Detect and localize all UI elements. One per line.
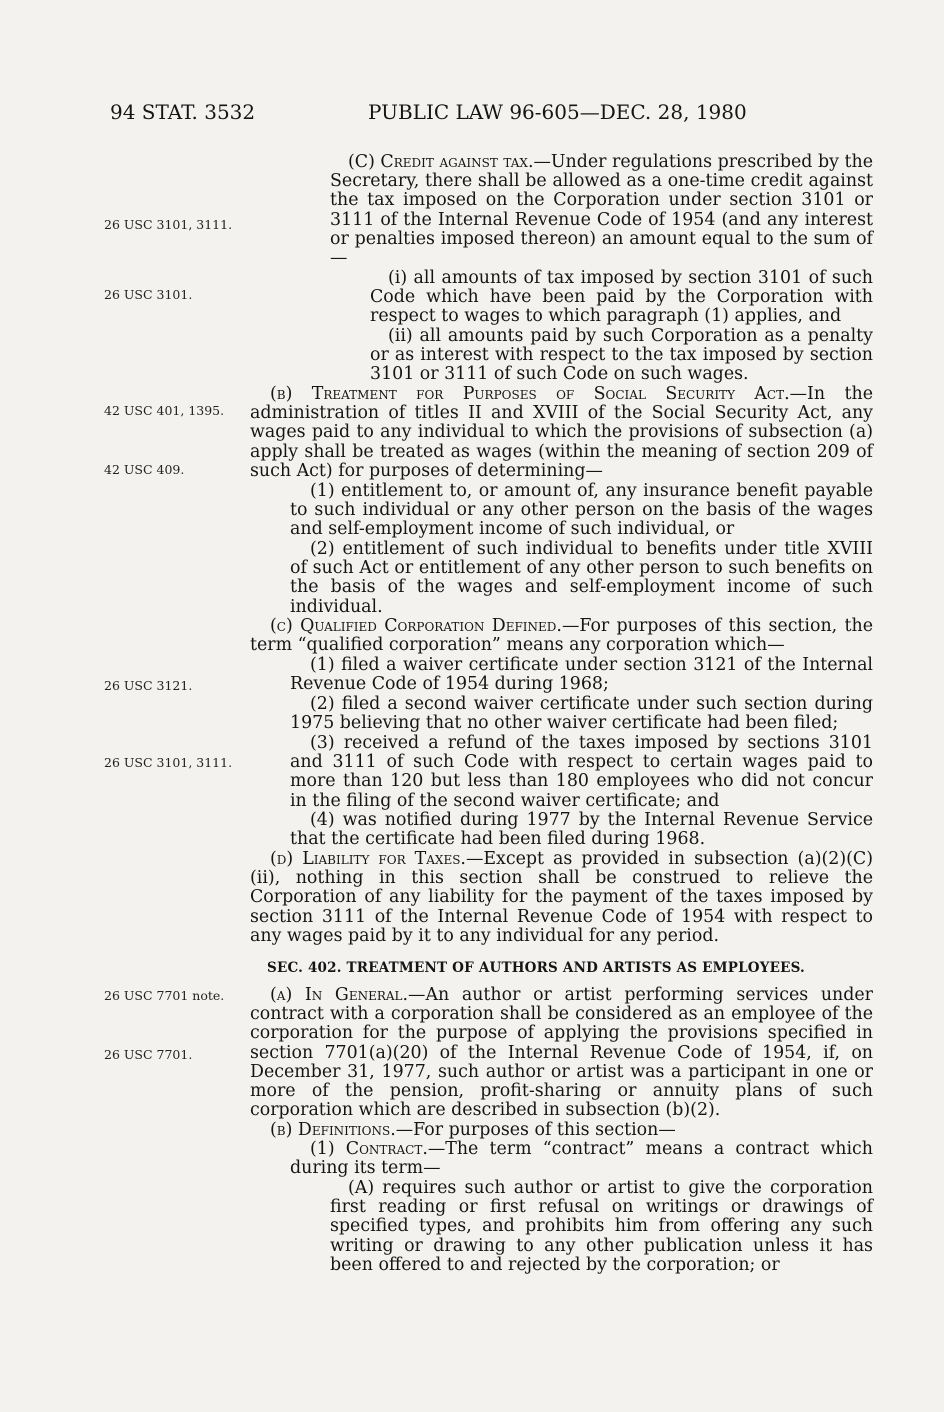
clause-i: (i) all amounts of tax imposed by section 3101 of such Code which have been paid by the Corporation with respect to wages to which paragraph (1) applies, and xyxy=(370,268,873,327)
margin-note: 42 USC 409. xyxy=(104,462,185,477)
subsection-text: —In the administration of titles II and XVIII of the Social Security Act, any wages paid to any individual to which the provisions of subsection (a) apply shall be treated as wages (within the meaning of section 209 of such Act) for purposes of determining— xyxy=(250,384,873,481)
margin-note: 26 USC 3101, 3111. xyxy=(104,217,233,232)
subparagraph-heading: (C) Credit against tax. xyxy=(348,152,534,172)
subparagraph-text: —Under regulations prescribed by the Secretary, there shall be allowed as a one-time credit against the tax imposed on the Corporation under section 3101 or 3111 of the Internal Revenue Code of 1954 (and any interest or penalties imposed thereon) an amount equal to the sum of— xyxy=(330,152,873,269)
section-402-heading: SEC. 402. TREATMENT OF AUTHORS AND ARTISTS AS EMPLOYEES. xyxy=(267,960,805,976)
subsection-heading: (b) Definitions. xyxy=(270,1120,396,1140)
definition-contract xyxy=(290,1140,873,1178)
margin-note: 26 USC 3101, 3111. xyxy=(104,755,233,770)
clause-ii: (ii) all amounts paid by such Corporation as a penalty or as interest with respect to the tax imposed by section 3101 or 3111 of such Code on such wages. xyxy=(370,326,873,385)
paragraph-c2: (2) filed a second waiver certificate under such section during 1975 believing that no other waiver certificate had been filed; xyxy=(290,694,873,734)
subparagraph-c-credit xyxy=(330,153,873,268)
subsection-heading: (b) Treatment for Purposes of Social Security Act. xyxy=(270,384,790,404)
subsection-text: —For purposes of this section, the term “qualified corporation” means any corporation which— xyxy=(250,616,873,656)
subsection-heading: (c) Qualified Corporation Defined. xyxy=(270,616,562,636)
subsection-heading: (a) In General. xyxy=(270,985,409,1005)
subsection-d xyxy=(250,850,873,946)
subsection-b xyxy=(250,385,873,481)
subsection-text: —For purposes of this section— xyxy=(395,1120,676,1140)
paragraph-b1: (1) entitlement to, or amount of, any insurance benefit payable to such individual or any other person on the basis of the wages and self-employment income of such individual, or xyxy=(290,481,873,540)
paragraph-c3: (3) received a refund of the taxes imposed by sections 3101 and 3111 of such Code with respect to certain wages paid to more than 120 but less than 180 employees who did not concur in the filing of the second waiver certificate; and xyxy=(290,733,873,811)
paragraph-b2: (2) entitlement of such individual to benefits under title XVIII of such Act or entitlement of any other person to such benefits on the basis of the wages and self-employment income of such individual. xyxy=(290,539,873,617)
subsection-b-definitions xyxy=(250,1121,873,1140)
paragraph-c4: (4) was notified during 1977 by the Internal Revenue Service that the certificate had been filed during 1968. xyxy=(290,810,873,850)
stat-page-number: 94 STAT. 3532 xyxy=(110,100,256,124)
margin-note: 26 USC 7701 note. xyxy=(104,988,225,1003)
margin-note: 26 USC 7701. xyxy=(104,1047,193,1062)
subsection-text: —Except as provided in subsection (a)(2)(C)(ii), nothing in this section shall be construed to relieve the Corporation of any liability for the payment of the taxes imposed by section 3111 of the Internal Revenue Code of 1954 with respect to any wages paid by it to any individual for any period. xyxy=(250,849,873,946)
margin-note: 42 USC 401, 1395. xyxy=(104,403,225,418)
paragraph-c1: (1) filed a waiver certificate under section 3121 of the Internal Revenue Code of 1954 during 1968; xyxy=(290,655,873,695)
definition-text: —The term “contract” means a contract which during its term— xyxy=(290,1139,873,1179)
definition-contract-A: (A) requires such author or artist to give the corporation first reading or first refusal on writings or drawings of specified types, and prohibits him from offering any such writing or drawing to any other publication unless it has been offered to and rejected by the corporation; or xyxy=(330,1178,873,1275)
subsection-c xyxy=(250,617,873,655)
definition-heading: (1) Contract. xyxy=(310,1139,428,1159)
subsection-a-general xyxy=(250,986,873,1120)
subsection-heading: (d) Liability for Taxes. xyxy=(270,849,466,869)
running-header: PUBLIC LAW 96-605—DEC. 28, 1980 xyxy=(368,100,747,124)
margin-note: 26 USC 3101. xyxy=(104,287,193,302)
subsection-text: —An author or artist performing services under contract with a corporation shall be considered as an employee of the corporation for the purpose of applying the provisions specified in section 7701(a)(20) of the Internal Revenue Code of 1954, if, on December 31, 1977, such author or artist was a participant in one or more of the pension, profit-sharing or annuity plans of such corporation which are described in subsection (b)(2). xyxy=(250,985,873,1121)
margin-note: 26 USC 3121. xyxy=(104,678,193,693)
